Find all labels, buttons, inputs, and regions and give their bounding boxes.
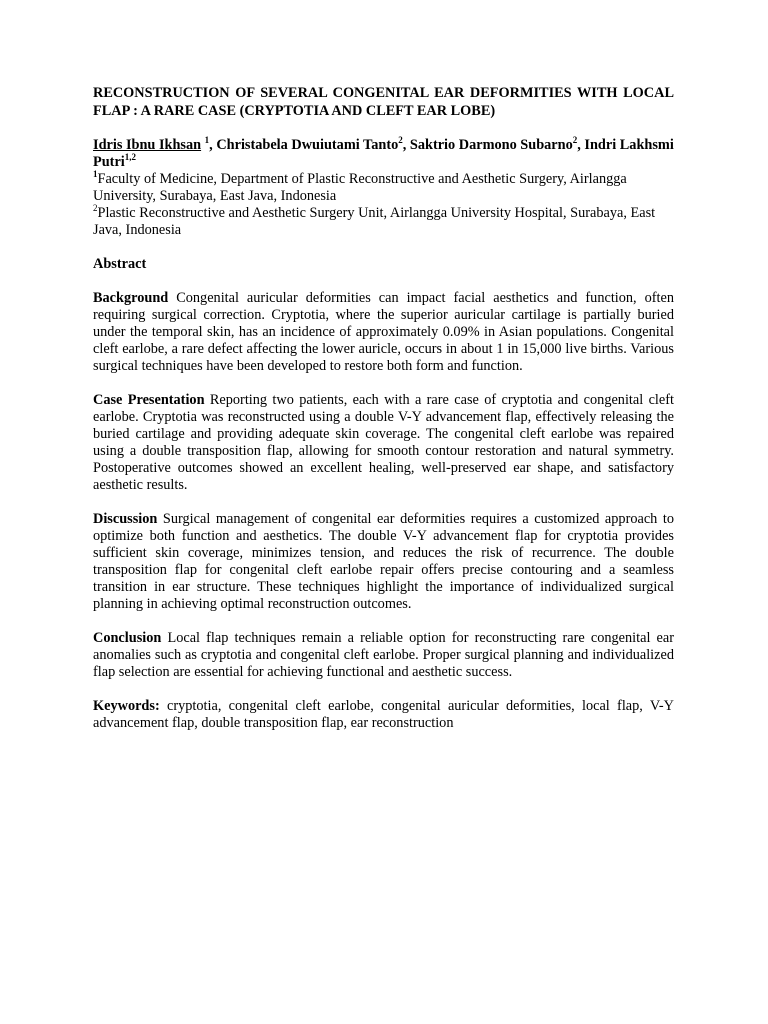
author-list <box>93 137 674 171</box>
author-4: , Indri Lakhsmi Putri <box>93 137 674 170</box>
author-1: Idris Ibnu Ikhsan <box>93 137 202 153</box>
background-paragraph <box>93 290 674 375</box>
conclusion-text: Local flap techniques remain a reliable option for reconstructing rare congenital ear anomalies such as cryptotia and congenital cleft earlobe. Proper surgical planning and individualized flap selection are essential for achieving functional and aesthetic success. <box>93 630 674 680</box>
conclusion-label: Conclusion <box>93 630 162 646</box>
affiliation-2 <box>93 205 674 239</box>
case-presentation-label: Case Presentation <box>93 392 205 408</box>
author-2-affiliation: 2 <box>398 135 403 146</box>
affiliation-2-text: Plastic Reconstructive and Aesthetic Surgery Unit, Airlangga University Hospital, Surabaya, East Java, Indonesia <box>93 205 656 238</box>
abstract-heading: Abstract <box>93 256 147 272</box>
affiliation-1-text: Faculty of Medicine, Department of Plastic Reconstructive and Aesthetic Surgery, Airlangga University, Surabaya, East Java, Indonesia <box>93 171 627 204</box>
keywords-label: Keywords: <box>93 698 160 714</box>
conclusion-paragraph <box>93 630 674 681</box>
discussion-text: Surgical management of congenital ear deformities requires a customized approach to optimize both function and aesthetics. The double V-Y advancement flap for cryptotia provides sufficient skin coverage, minimizes tension, and reduces the risk of recurrence. The double transposition flap for congenital cleft earlobe repair offers precise contouring and a seamless transition in ear structure. These techniques highlight the importance of individualized surgical planning in achieving optimal reconstruction outcomes. <box>93 511 674 612</box>
background-label: Background <box>93 290 169 306</box>
case-presentation-paragraph <box>93 392 674 494</box>
author-1-affiliation: 1 <box>204 135 210 146</box>
discussion-label: Discussion <box>93 511 158 527</box>
author-4-affiliation: 1,2 <box>124 152 137 163</box>
background-text: Congenital auricular deformities can impact facial aesthetics and function, often requiring surgical correction. Cryptotia, where the superior auricular cartilage is partially buried under the temporal skin, has an incidence of approximately 0.09% in Asian populations. Congenital cleft earlobe, a rare defect affecting the lower auricle, occurs in about 1 in 15,000 live births. Various surgical techniques have been developed to restore both form and function. <box>93 290 674 374</box>
case-presentation-text: Reporting two patients, each with a rare case of cryptotia and congenital cleft earlobe. Cryptotia was reconstructed using a double V-Y advancement flap, effectively releasing the buried cartilage and providing adequate skin coverage. The congenital cleft earlobe was repaired using a double transposition flap, allowing for smooth contour restoration and natural symmetry. Postoperative outcomes showed an excellent healing, well-preserved ear shape, and satisfactory aesthetic results. <box>93 392 674 493</box>
keywords-paragraph <box>93 698 674 732</box>
keywords-text: cryptotia, congenital cleft earlobe, congenital auricular deformities, local flap, V-Y advancement flap, double transposition flap, ear reconstruction <box>93 698 674 731</box>
author-3-affiliation: 2 <box>572 135 578 146</box>
affiliation-2-marker: 2 <box>93 203 98 214</box>
affiliation-1-marker: 1 <box>93 169 98 180</box>
paper-title: RECONSTRUCTION OF SEVERAL CONGENITAL EAR DEFORMITIES WITH LOCAL FLAP : A RARE CASE (CRYPTOTIA AND CLEFT EAR LOBE) <box>93 85 674 119</box>
discussion-paragraph <box>93 511 674 613</box>
author-2: , Christabela Dwuiutami Tanto <box>209 137 399 153</box>
author-3: , Saktrio Darmono Subarno <box>402 137 573 153</box>
affiliation-1 <box>93 171 674 205</box>
